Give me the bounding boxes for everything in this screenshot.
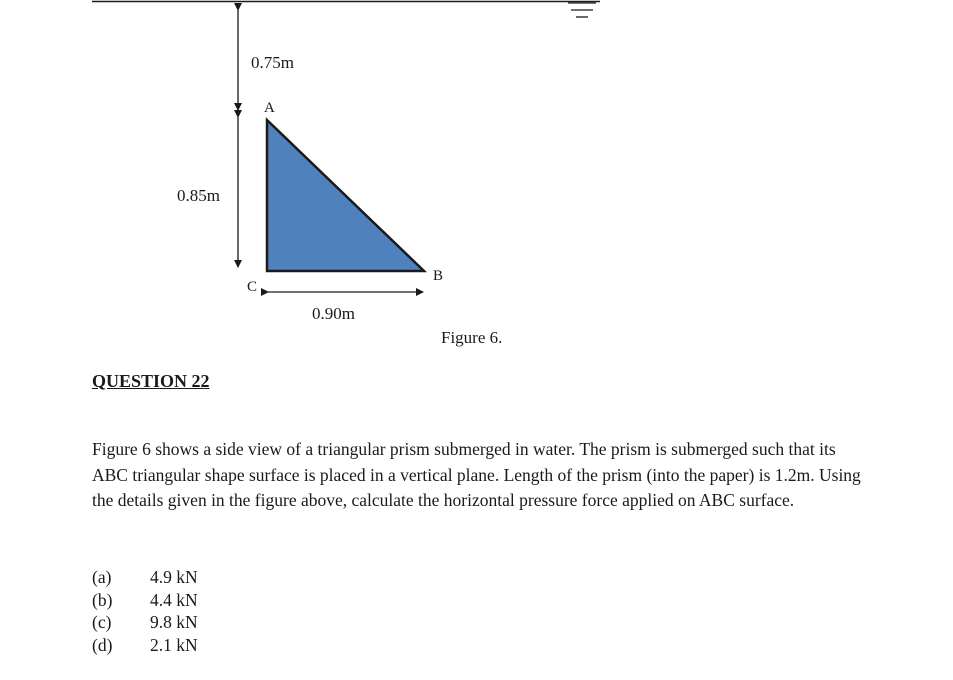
option-text: 9.8 kN [150, 612, 198, 632]
option-text: 4.9 kN [150, 567, 198, 587]
option-text: 4.4 kN [150, 589, 198, 610]
figure-caption: Figure 6. [441, 328, 503, 347]
question-heading: QUESTION 22 [92, 371, 210, 391]
option-b[interactable] [92, 589, 198, 612]
option-letter: (d) [92, 634, 113, 655]
option-c[interactable] [92, 611, 198, 634]
vertex-a-label: A [264, 100, 275, 116]
option-letter: (c) [92, 612, 112, 632]
triangle-abc [267, 120, 424, 271]
option-text: 2.1 kN [150, 634, 198, 655]
option-letter: (b) [92, 589, 113, 610]
vertex-c-label: C [247, 279, 258, 295]
option-d[interactable] [92, 634, 198, 657]
question-body: Figure 6 shows a side view of a triangular prism submerged in water. The prism is submerged such that its ABC triangular shape surface is placed in a vertical plane. Length of the prism (into the paper) is 1.2m. Using the details given in the figure above, calculate the horizontal pressure force applied on ABC surface. [92, 439, 861, 510]
depth-label: 0.75m [251, 53, 294, 72]
vertex-b-label: B [433, 268, 444, 284]
water-surface-symbol [568, 3, 596, 17]
option-a[interactable] [92, 566, 198, 589]
answer-options [92, 566, 198, 656]
option-letter: (a) [92, 567, 112, 587]
height-label: 0.85m [177, 186, 220, 205]
base-label: 0.90m [312, 304, 355, 323]
